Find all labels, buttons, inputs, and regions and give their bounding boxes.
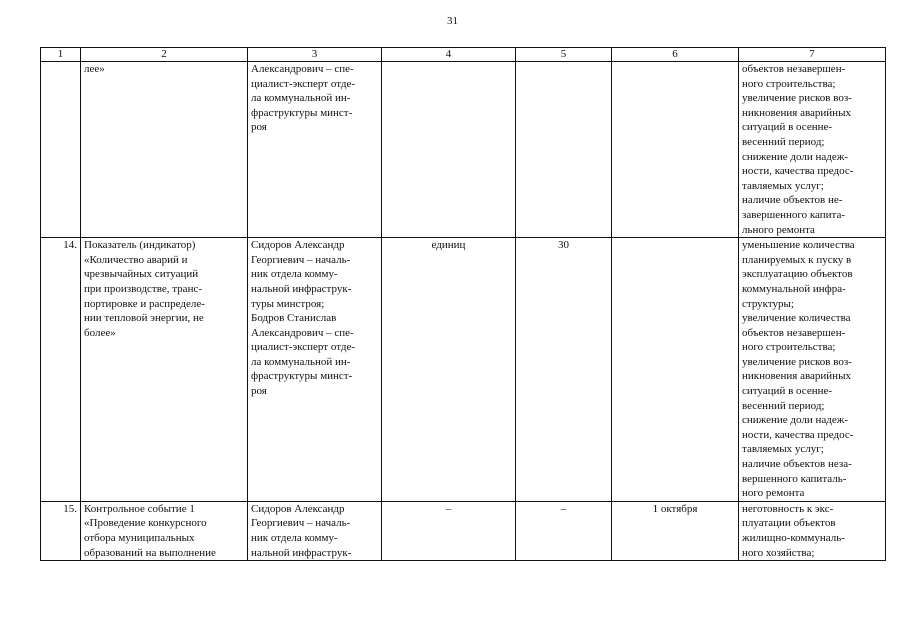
row-date bbox=[612, 62, 739, 238]
column-header: 7 bbox=[739, 48, 886, 62]
row-value: – bbox=[516, 501, 612, 560]
row-risks: неготовность к экс- плуатации объектов жилищно-коммуналь- ного хозяйства; bbox=[739, 501, 886, 560]
row-number: 15. bbox=[41, 501, 81, 560]
row-unit: – bbox=[382, 501, 516, 560]
row-value bbox=[516, 62, 612, 238]
column-header: 5 bbox=[516, 48, 612, 62]
row-responsible: Александрович – спе- циалист-эксперт отде- ла коммунальной ин- фраструктуры минст- роя bbox=[248, 62, 382, 238]
page-number: 31 bbox=[447, 15, 458, 27]
table-row bbox=[41, 238, 886, 502]
table-row bbox=[41, 501, 886, 560]
column-header: 2 bbox=[81, 48, 248, 62]
column-header: 4 bbox=[382, 48, 516, 62]
row-responsible: Сидоров Александр Георгиевич – началь- ник отдела комму- нальной инфраструк- туры минстроя; Бодров Станислав Александрович – спе- циалист-эксперт отде- ла коммунальной ин- фраструктуры минст- роя bbox=[248, 238, 382, 502]
table-row bbox=[41, 62, 886, 238]
row-date: 1 октября bbox=[612, 501, 739, 560]
row-name: Показатель (индикатор) «Количество аварий и чрезвычайных ситуаций при производстве, транс- портировке и распределе- нии тепловой энергии, не более» bbox=[81, 238, 248, 502]
document-table bbox=[40, 47, 886, 561]
row-value: 30 bbox=[516, 238, 612, 502]
row-responsible: Сидоров Александр Георгиевич – началь- ник отдела комму- нальной инфраструк- bbox=[248, 501, 382, 560]
row-number: 14. bbox=[41, 238, 81, 502]
row-date bbox=[612, 238, 739, 502]
table-header-row bbox=[41, 48, 886, 62]
column-header: 6 bbox=[612, 48, 739, 62]
row-name: Контрольное событие 1 «Проведение конкурсного отбора муниципальных образований на выполнение bbox=[81, 501, 248, 560]
row-unit bbox=[382, 62, 516, 238]
row-risks: объектов незавершен- ного строительства; увеличение рисков воз- никновения аварийных ситуаций в осенне- весенний период; снижение доли надеж- ности, качества предос- тавляемых услуг; наличие объектов не- завершенного капита- льного ремонта bbox=[739, 62, 886, 238]
column-header: 3 bbox=[248, 48, 382, 62]
row-name: лее» bbox=[81, 62, 248, 238]
row-unit: единиц bbox=[382, 238, 516, 502]
row-risks: уменьшение количества планируемых к пуску в эксплуатацию объектов коммунальной инфра- структуры; увеличение количества объектов незавершен- ного строительства; увеличение рисков воз- никновения аварийных ситуаций в осенне- весенний период; снижение доли надеж- ности, качества предос- тавляемых услуг; наличие объектов неза- вершенного капиталь- ного ремонта bbox=[739, 238, 886, 502]
row-number bbox=[41, 62, 81, 238]
column-header: 1 bbox=[41, 48, 81, 62]
